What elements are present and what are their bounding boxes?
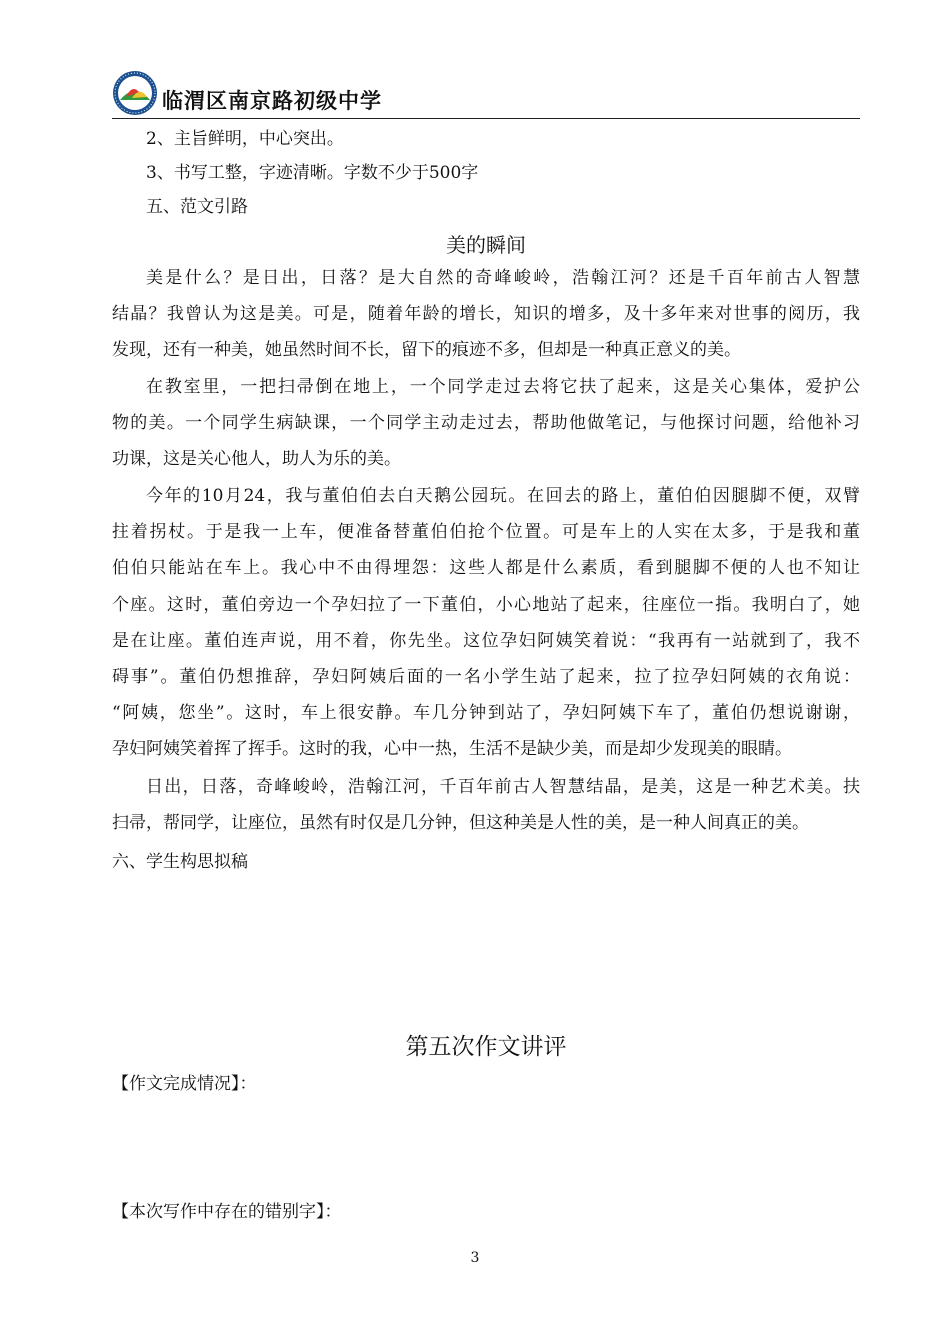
review-title: 第五次作文讲评: [405, 1034, 567, 1060]
essay-line: 发现，还有一种美，她虽然时间不长，留下的痕迹不多，但却是一种真正意义的美。: [112, 340, 741, 361]
essay-line: “阿姨，您坐”。这时，车上很安静。车几分钟到站了，孕妇阿姨下车了，董伯仍想说谢谢，: [112, 703, 860, 724]
essay-line: 日出，日落，奇峰峻岭，浩翰江河，千百年前古人智慧结晶，是美，这是一种艺术美。扶: [146, 777, 860, 797]
requirement-2: 2、主旨鲜明，中心突出。: [146, 129, 344, 149]
school-name: 临渭区南京路初级中学: [162, 89, 382, 113]
school-logo-icon: [112, 70, 158, 116]
essay-line: 是在让座。董伯连声说，用不着，你先坐。这位孕妇阿姨笑着说：“我再有一站就到了，我不: [112, 630, 860, 651]
essay-paragraph-1: [112, 260, 860, 369]
essay-line: 拄着拐杖。于是我一上车，便准备替董伯伯抢个位置。可是车上的人实在太多，于是我和董: [112, 522, 860, 543]
essay-line: 今年的10月24，我与董伯伯去白天鹅公园玩。在回去的路上，董伯伯因腿脚不便，双臂: [146, 486, 860, 506]
essay-line: 伯伯只能站在车上。我心中不由得埋怨：这些人都是什么素质，看到腿脚不便的人也不知让: [112, 558, 860, 579]
essay-line: 碍事”。董伯仍想推辞，孕妇阿姨后面的一名小学生站了起来，拉了拉孕妇阿姨的衣角说：: [112, 666, 860, 687]
essay-title: 美的瞬间: [446, 233, 526, 257]
section-heading-6: 六、学生构思拟稿: [112, 852, 248, 872]
essay-line: 结晶？我曾认为这是美。可是，随着年龄的增长，知识的增多，及十多年来对世事的阅历，我: [112, 304, 860, 325]
header-rule: [112, 118, 860, 119]
requirement-3: 3、书写工整，字迹清晰。字数不少于500字: [146, 163, 479, 183]
page-number: 3: [470, 1250, 480, 1266]
essay-paragraph-3: [112, 478, 860, 768]
essay-line: 在教室里，一把扫帚倒在地上，一个同学走过去将它扶了起来，这是关心集体，爱护公: [146, 377, 860, 397]
section-heading-5: 五、范文引路: [146, 197, 248, 217]
essay-line: 孕妇阿姨笑着挥了挥手。这时的我，心中一热，生活不是缺少美，而是却少发现美的眼睛。: [112, 739, 792, 760]
completion-label: 【作文完成情况】：: [112, 1074, 257, 1094]
essay-paragraph-2: [112, 369, 860, 478]
essay-line: 扫帚，帮同学，让座位，虽然有时仅是几分钟，但这种美是人性的美，是一种人间真正的美。: [112, 813, 809, 834]
essay-line: 个座。这时，董伯旁边一个孕妇拉了一下董伯，小心地站了起来，往座位一指。我明白了，她: [112, 594, 860, 615]
essay-line: 美是什么？是日出，日落？是大自然的奇峰峻岭，浩翰江河？还是千百年前古人智慧: [146, 268, 860, 288]
essay-line: 功课，这是关心他人，助人为乐的美。: [112, 449, 401, 470]
essay-line: 物的美。一个同学生病缺课，一个同学主动走过去，帮助他做笔记，与他探讨问题，给他补习: [112, 413, 860, 434]
page-header: [112, 70, 860, 118]
essay-paragraph-4: [112, 769, 860, 841]
typos-label: 【本次写作中存在的错别字】：: [112, 1202, 342, 1222]
